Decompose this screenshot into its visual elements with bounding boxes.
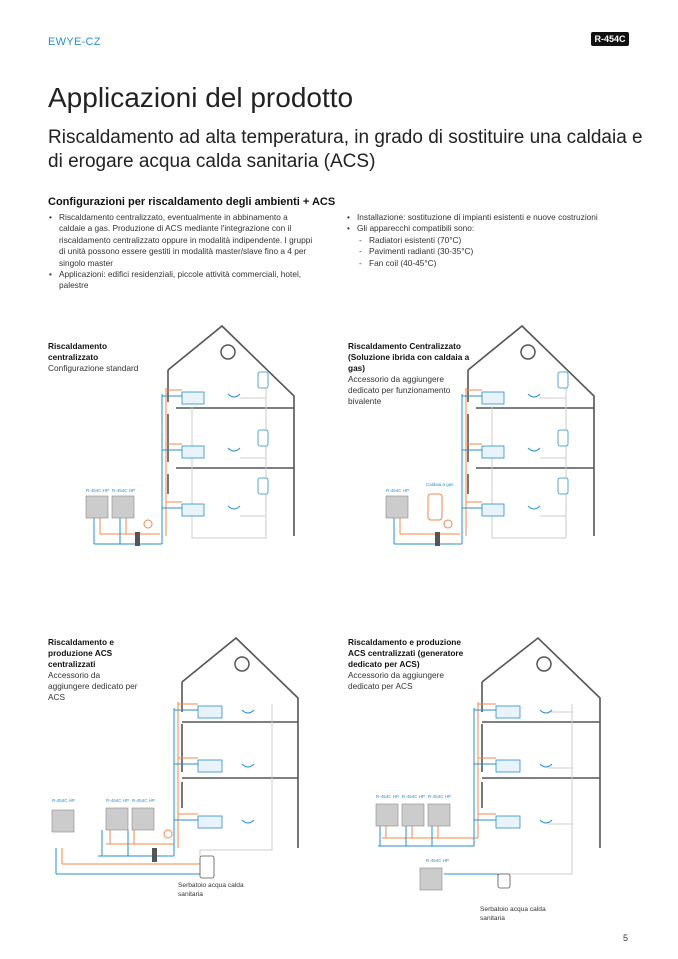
bullet-item: • Riscaldamento centralizzato, eventualmente in abbinamento a caldaie a gas. Produzione di ACS mediante l'integrazione con il riscaldamento centralizzato oppure in modalità indipendente. I gruppi di unità possono essere gestiti in modalità master/slave fino a 4 per singolo master — [48, 212, 313, 269]
page-number: 5 — [623, 933, 629, 943]
diagram-description: Accessorio da aggiungere dedicato per ACS — [348, 670, 444, 691]
unit-label: R-454C HP — [112, 488, 136, 493]
diagram-4-tank-label: Serbatoio acqua calda sanitaria — [480, 906, 546, 922]
bullet-item: • Applicazioni: edifici residenziali, piccole attività commerciali, hotel, palestre — [48, 269, 313, 292]
diagram-3-tank-label: Serbatoio acqua calda sanitaria — [178, 882, 244, 898]
water-tank — [498, 874, 510, 888]
diagram-title: Riscaldamento centralizzato — [48, 341, 108, 362]
unit-label: R-454C HP — [386, 488, 410, 493]
diagram-title: Riscaldamento e produzione ACS centralizzati — [48, 637, 114, 669]
refrigerant-badge: R-454C — [591, 32, 629, 46]
unit-label: R-454C HP — [106, 798, 130, 803]
bullet-text: Gli apparecchi compatibili sono: — [357, 223, 475, 234]
diagram-description: Accessorio da aggiungere dedicato per ACS — [48, 670, 138, 702]
attic-window — [221, 345, 235, 359]
gas-boiler — [428, 494, 442, 520]
attic-window — [235, 657, 249, 671]
right-bullet-list — [346, 212, 636, 269]
sub-item: - Fan coil (40-45°C) — [357, 258, 636, 269]
diagram-3-house-illustration — [50, 612, 300, 892]
boiler-label: Caldaia a gas — [426, 482, 454, 487]
attic-window — [537, 657, 551, 671]
bullet-item — [346, 223, 636, 269]
unit-label: R-454C HP — [376, 794, 400, 799]
page-title: Applicazioni del prodotto — [48, 82, 354, 113]
section-heading: Configurazioni per riscaldamento degli ambienti + ACS — [48, 196, 336, 208]
diagram-4-house-illustration — [372, 612, 622, 892]
diagram-description: Accessorio da aggiungere dedicato per funzionamento bivalente — [348, 374, 451, 406]
unit-label: R-454C HP — [52, 798, 76, 803]
bullet-item: • Installazione: sostituzione di impianti esistenti e nuove costruzioni — [346, 212, 636, 223]
left-bullet-list — [48, 212, 313, 292]
compatible-list — [357, 235, 636, 269]
sub-item: - Radiatori esistenti (70°C) — [357, 235, 636, 246]
unit-label: R-454C HP — [86, 488, 110, 493]
page-subtitle: Riscaldamento ad alta temperatura, in grado di sostituire una caldaia e di erogare acqua calda sanitaria (ACS) — [48, 127, 643, 172]
unit-label: R-454C HP — [132, 798, 156, 803]
unit-label: R-454C HP — [428, 794, 452, 799]
water-tank — [200, 856, 214, 878]
diagram-2-house-illustration — [380, 318, 600, 558]
unit-label: R-454C HP — [402, 794, 426, 799]
unit-label: R-454C HP — [426, 858, 450, 863]
diagram-title: Riscaldamento e produzione ACS centralizzati (generatore dedicato per ACS) — [348, 637, 464, 669]
diagram-1-house-illustration — [80, 318, 300, 558]
diagram-title: Riscaldamento Centralizzato (Soluzione ibrida con caldaia a gas) — [348, 341, 470, 373]
series-name: EWYE-CZ — [48, 36, 101, 48]
attic-window — [521, 345, 535, 359]
sub-item: - Pavimenti radianti (30-35°C) — [357, 246, 636, 257]
diagram-description: Configurazione standard — [48, 363, 139, 373]
